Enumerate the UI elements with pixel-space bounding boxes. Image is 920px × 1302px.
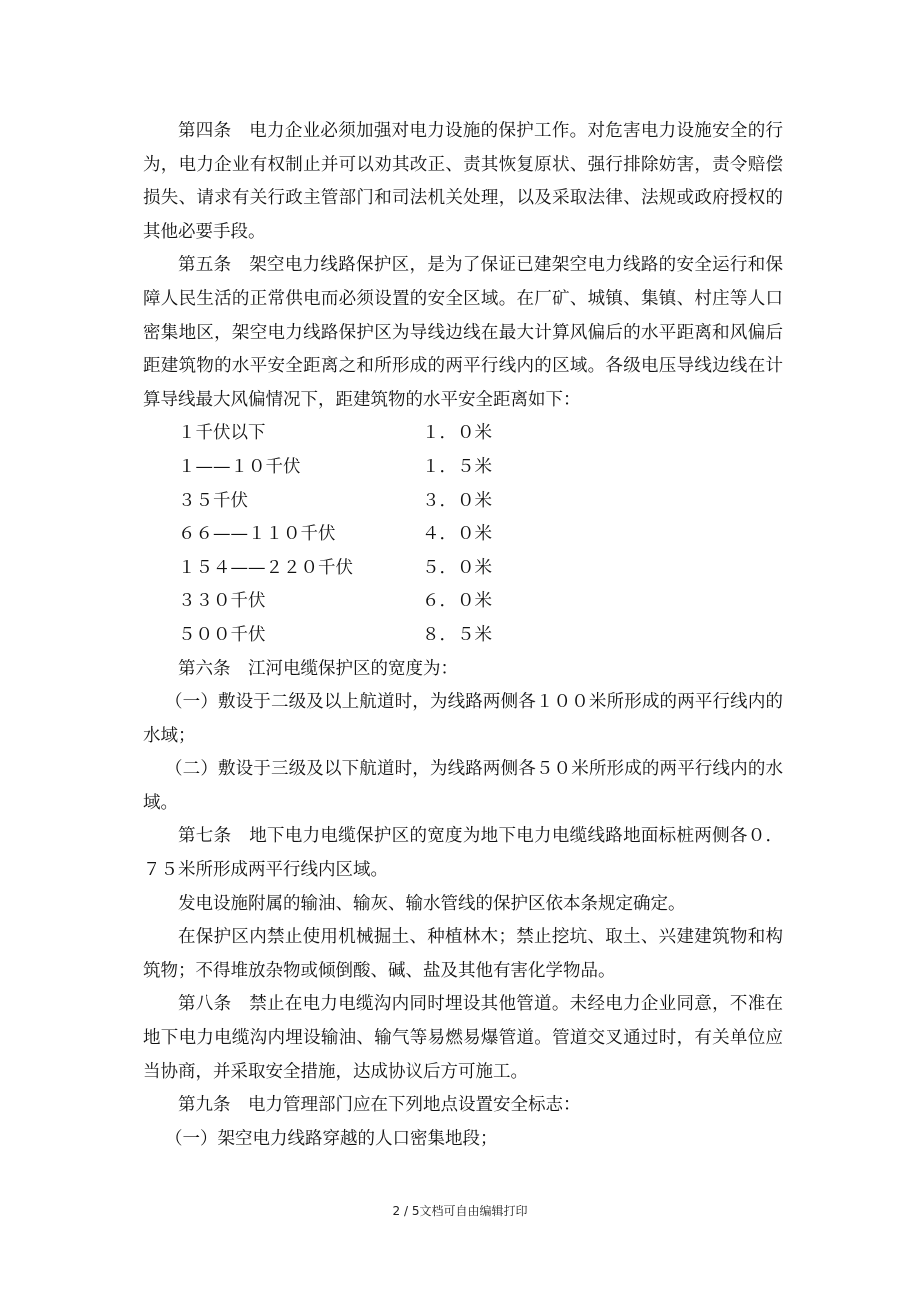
article-6-heading: 第六条 江河电缆保护区的宽度为： bbox=[178, 658, 458, 679]
article-5-paragraph: 第五条 架空电力线路保护区，是为了保证已建架空电力线路的安全运行和保障人民生活的正常供电而必须设置的安全区域。在厂矿、城镇、集镇、村庄等人口密集地区，架空电力线路保护区为导线边线在最大计算风偏后的水平距离和风偏后距建筑物的水平安全距离之和所形成的两平行线内的区域。各级电压导线边线在计算导线最大风偏情况下，距建筑物的水平安全距离如下： bbox=[143, 255, 783, 410]
table-row bbox=[143, 619, 783, 653]
table-row bbox=[143, 485, 783, 519]
table-row bbox=[143, 417, 783, 451]
article-6-item-2: （二）敷设于三级及以下航道时，为线路两侧各５０米所形成的两平行线内的水域。 bbox=[143, 759, 783, 813]
prohibition-paragraph: 在保护区内禁止使用机械掘土、种植林木；禁止挖坑、取土、兴建建筑物和构筑物；不得堆放杂物或倾倒酸、碱、盐及其他有害化学物品。 bbox=[143, 927, 783, 981]
safety-distance: ８．５米 bbox=[422, 624, 492, 645]
article-9-paragraph: 第九条 电力管理部门应在下列地点设置安全标志： bbox=[178, 1095, 581, 1116]
page-footer: 2 / 5文档可自由编辑打印 bbox=[392, 1204, 528, 1218]
safety-distance: ４．０米 bbox=[422, 524, 492, 545]
document-body bbox=[143, 115, 783, 1156]
voltage-level: １千伏以下 bbox=[178, 423, 266, 444]
voltage-level: ６６——１１０千伏 bbox=[178, 524, 336, 545]
voltage-level: ５００千伏 bbox=[178, 624, 266, 645]
voltage-level: ３３０千伏 bbox=[178, 591, 266, 612]
table-row bbox=[143, 518, 783, 552]
article-9-item-1: （一）架空电力线路穿越的人口密集地段； bbox=[165, 1128, 498, 1149]
safety-distance: ５．０米 bbox=[422, 557, 492, 578]
voltage-level: ３５千伏 bbox=[178, 490, 248, 511]
voltage-level: １——１０千伏 bbox=[178, 456, 301, 477]
article-4-paragraph: 第四条 电力企业必须加强对电力设施的保护工作。对危害电力设施安全的行为，电力企业有权制止并可以劝其改正、责其恢复原状、强行排除妨害，责令赔偿损失、请求有关行政主管部门和司法机关处理，以及采取法律、法规或政府授权的其他必要手段。 bbox=[143, 121, 783, 242]
safety-distance: １．０米 bbox=[422, 423, 492, 444]
article-6-item-1: （一）敷设于二级及以上航道时，为线路两侧各１００米所形成的两平行线内的水域； bbox=[143, 692, 783, 746]
voltage-level: １５４——２２０千伏 bbox=[178, 557, 353, 578]
table-row bbox=[143, 451, 783, 485]
safety-distance: １．５米 bbox=[422, 456, 492, 477]
table-row bbox=[143, 552, 783, 586]
voltage-distance-table bbox=[143, 417, 783, 652]
article-7-paragraph: 第七条 地下电力电缆保护区的宽度为地下电力电缆线路地面标桩两侧各０．７５米所形成两平行线内区域。 bbox=[143, 826, 783, 881]
pipeline-protection-paragraph: 发电设施附属的输油、输灰、输水管线的保护区依本条规定确定。 bbox=[178, 893, 686, 914]
article-8-paragraph: 第八条 禁止在电力电缆沟内同时埋设其他管道。未经电力企业同意，不准在地下电力电缆沟内埋设输油、输气等易燃易爆管道。管道交叉通过时，有关单位应当协商，并采取安全措施，达成协议后方可施工。 bbox=[143, 994, 783, 1082]
table-row bbox=[143, 585, 783, 619]
safety-distance: ３．０米 bbox=[422, 490, 492, 511]
safety-distance: ６．０米 bbox=[422, 591, 492, 612]
